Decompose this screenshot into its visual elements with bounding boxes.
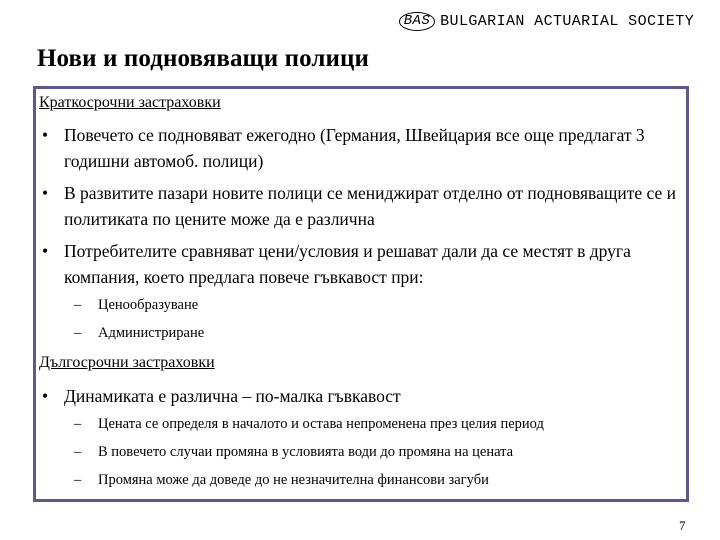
- bullet-item: [36, 383, 676, 409]
- sub-bullet-text: Промяна може да доведе до не незначителна финансови загуби: [98, 472, 489, 488]
- bullet-marker: •: [42, 183, 49, 203]
- dash-marker: –: [74, 472, 82, 488]
- dash-marker: –: [74, 297, 82, 313]
- sub-bullet-item: [36, 295, 676, 315]
- bullet-item: [36, 122, 676, 174]
- page-title: Нови и подновяващи полици: [37, 45, 370, 72]
- sub-bullet-text: Ценообразуване: [98, 297, 199, 313]
- bullet-text: Динамиката е различна – по-малка гъвкавост: [64, 386, 401, 406]
- section-heading-long-term: Дългосрочни застраховки: [39, 354, 215, 371]
- sub-bullet-item: [36, 470, 676, 490]
- bas-logo: BAS: [399, 12, 435, 31]
- bullet-marker: •: [42, 125, 49, 145]
- bullet-marker: •: [42, 241, 49, 261]
- page-number: 7: [679, 518, 686, 533]
- sub-bullet-item: [36, 442, 676, 462]
- bullet-text: Повечето се подновяват ежегодно (Германия, Швейцария все още предлагат 3 годишни автомоб. полици): [64, 125, 645, 171]
- section-heading-short-term: Краткосрочни застраховки: [39, 94, 221, 111]
- organization-header: [399, 12, 694, 31]
- sub-bullet-item: [36, 414, 676, 434]
- organization-name: BULGARIAN ACTUARIAL SOCIETY: [440, 13, 694, 30]
- bullet-item: [36, 180, 676, 232]
- bullet-marker: •: [42, 386, 49, 406]
- dash-marker: –: [74, 444, 82, 460]
- bullet-text: В развитите пазари новите полици се мениджират отделно от подновяващите се и политиката по цените може да е различна: [64, 183, 676, 229]
- bullet-item: [36, 238, 676, 290]
- bullet-text: Потребителите сравняват цени/условия и решават дали да се местят в друга компания, което предлага повече гъвкавост при:: [64, 241, 631, 287]
- dash-marker: –: [74, 325, 82, 341]
- sub-bullet-text: В повечето случаи промяна в условията води до промяна на цената: [98, 444, 514, 460]
- sub-bullet-item: [36, 323, 676, 343]
- sub-bullet-text: Цената се определя в началото и остава непроменена през целия период: [98, 416, 544, 432]
- sub-bullet-text: Администриране: [98, 325, 205, 341]
- content-box: [33, 86, 689, 502]
- dash-marker: –: [74, 416, 82, 432]
